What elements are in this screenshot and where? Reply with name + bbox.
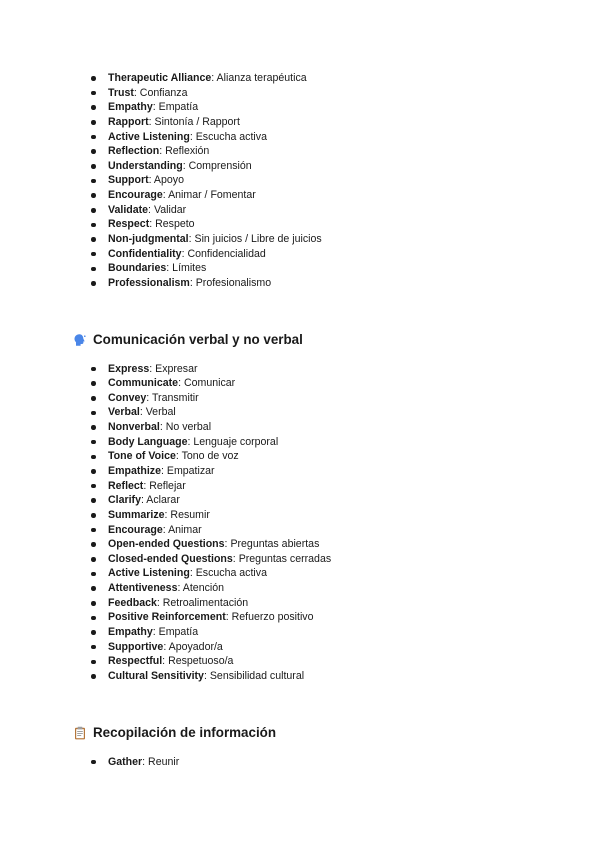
term-english: Communicate [108,377,179,390]
speaking-head-icon [73,333,87,347]
term-english: Understanding [108,159,183,172]
list-item: Communicate: Comunicar [88,376,568,391]
list-item: Closed-ended Questions: Preguntas cerradas [88,552,568,567]
term-english: Convey [108,391,147,404]
term-translation: Empatía [158,626,199,639]
term-english: Open-ended Questions [108,538,225,551]
list-item: Verbal: Verbal [88,405,568,420]
term-english: Respectful [108,655,163,668]
list-item: Attentiveness: Atención [88,581,568,596]
list-item: Respectful: Respetuoso/a [88,654,568,669]
term-translation: Preguntas abiertas [230,538,320,551]
clipboard-icon [73,726,87,740]
term-english: Attentiveness [108,582,178,595]
term-english: Verbal [108,406,140,419]
list-item: Nonverbal: No verbal [88,420,568,435]
term-translation: Confianza [139,86,188,99]
list-item: Active Listening: Escucha activa [88,566,568,581]
term-list [88,71,568,291]
term-translation: Animar / Fomentar [168,189,256,202]
term-english: Gather [108,755,143,768]
list-item: Therapeutic Alliance: Alianza terapéutica [88,71,568,86]
term-english: Support [108,174,149,187]
list-item: Convey: Transmitir [88,391,568,406]
term-translation: Resumir [170,508,210,521]
section-heading [73,332,303,347]
term-translation: Apoyo [153,174,184,187]
term-english: Reflect [108,479,144,492]
term-english: Active Listening [108,567,190,580]
term-english: Feedback [108,596,157,609]
term-english: Reflection [108,145,160,158]
list-item: Understanding: Comprensión [88,159,568,174]
term-translation: Comprensión [188,159,252,172]
term-translation: Sin juicios / Libre de juicios [194,233,322,246]
list-item: Body Language: Lenguaje corporal [88,435,568,450]
term-translation: Refuerzo positivo [231,611,314,624]
term-english: Respect [108,218,150,231]
term-english: Encourage [108,189,163,202]
section-heading-text: Comunicación verbal y no verbal [93,332,303,347]
term-english: Cultural Sensitivity [108,669,204,682]
term-english: Trust [108,86,134,99]
term-translation: Aclarar [146,494,180,507]
term-english: Positive Reinforcement [108,611,226,624]
term-english: Boundaries [108,262,167,275]
term-english: Body Language [108,435,188,448]
term-translation: Empatía [158,101,199,114]
list-item: Cultural Sensitivity: Sensibilidad cultural [88,669,568,684]
term-translation: Reflejar [149,479,186,492]
term-english: Empathy [108,101,153,114]
term-translation: Profesionalismo [195,276,272,289]
term-translation: Escucha activa [195,567,267,580]
list-item: Reflect: Reflejar [88,479,568,494]
term-translation: Reunir [148,755,180,768]
list-item: Reflection: Reflexión [88,144,568,159]
list-item: Summarize: Resumir [88,508,568,523]
term-english: Empathy [108,626,153,639]
term-list [88,362,568,684]
term-translation: Sintonía / Rapport [154,115,240,128]
list-item: Non-judgmental: Sin juicios / Libre de juicios [88,232,568,247]
term-translation: Sensibilidad cultural [209,669,305,682]
list-item: Respect: Respeto [88,217,568,232]
term-english: Non-judgmental [108,233,189,246]
term-english: Express [108,362,150,375]
term-english: Encourage [108,523,163,536]
list-item: Encourage: Animar [88,523,568,538]
term-english: Professionalism [108,276,190,289]
list-item: Clarify: Aclarar [88,493,568,508]
list-item: Validate: Validar [88,203,568,218]
term-translation: Retroalimentación [162,596,249,609]
term-english: Therapeutic Alliance [108,72,212,84]
list-item: Professionalism: Profesionalismo [88,276,568,291]
term-english: Clarify [108,494,141,507]
list-item: Active Listening: Escucha activa [88,130,568,145]
term-translation: Validar [153,203,187,216]
list-item: Feedback: Retroalimentación [88,596,568,611]
list-item: Empathize: Empatizar [88,464,568,479]
term-english: Empathize [108,464,161,477]
term-translation: Empatizar [166,464,215,477]
term-translation: Reflexión [165,145,210,158]
term-english: Nonverbal [108,421,160,434]
term-english: Active Listening [108,130,190,143]
term-translation: Respeto [155,218,195,231]
list-item: Positive Reinforcement: Refuerzo positivo [88,610,568,625]
list-item: Empathy: Empatía [88,625,568,640]
term-translation: Respetuoso/a [168,655,234,668]
list-item: Supportive: Apoyador/a [88,640,568,655]
term-list [88,755,568,770]
term-translation: Apoyador/a [168,640,223,653]
term-english: Tone of Voice [108,450,176,463]
list-item: Confidentiality: Confidencialidad [88,247,568,262]
section-heading-text: Recopilación de información [93,725,277,740]
list-item: Express: Expresar [88,362,568,377]
list-item: Empathy: Empatía [88,100,568,115]
term-translation: Verbal [145,406,176,419]
term-translation: Transmitir [151,391,199,404]
term-translation: Confidencialidad [187,247,266,260]
term-english: Validate [108,203,149,216]
list-item: Boundaries: Límites [88,261,568,276]
term-translation: Preguntas cerradas [238,552,332,565]
term-translation: Tono de voz [181,450,239,463]
term-translation: Animar [168,523,202,536]
term-translation: Comunicar [183,377,236,390]
term-english: Closed-ended Questions [108,552,233,565]
section-heading [73,725,276,740]
list-item: Gather: Reunir [88,755,568,770]
term-translation: Lenguaje corporal [193,435,279,448]
list-item: Support: Apoyo [88,173,568,188]
term-translation: Expresar [155,362,198,375]
list-item: Encourage: Animar / Fomentar [88,188,568,203]
term-english: Summarize [108,508,165,521]
term-translation: Alianza terapéutica [216,72,307,84]
term-translation: No verbal [165,421,212,434]
list-item: Tone of Voice: Tono de voz [88,449,568,464]
term-translation: Escucha activa [195,130,267,143]
term-translation: Límites [172,262,207,275]
list-item: Open-ended Questions: Preguntas abiertas [88,537,568,552]
list-item: Trust: Confianza [88,86,568,101]
term-translation: Atención [182,582,225,595]
term-english: Supportive [108,640,164,653]
list-item: Rapport: Sintonía / Rapport [88,115,568,130]
term-english: Rapport [108,115,149,128]
term-english: Confidentiality [108,247,182,260]
